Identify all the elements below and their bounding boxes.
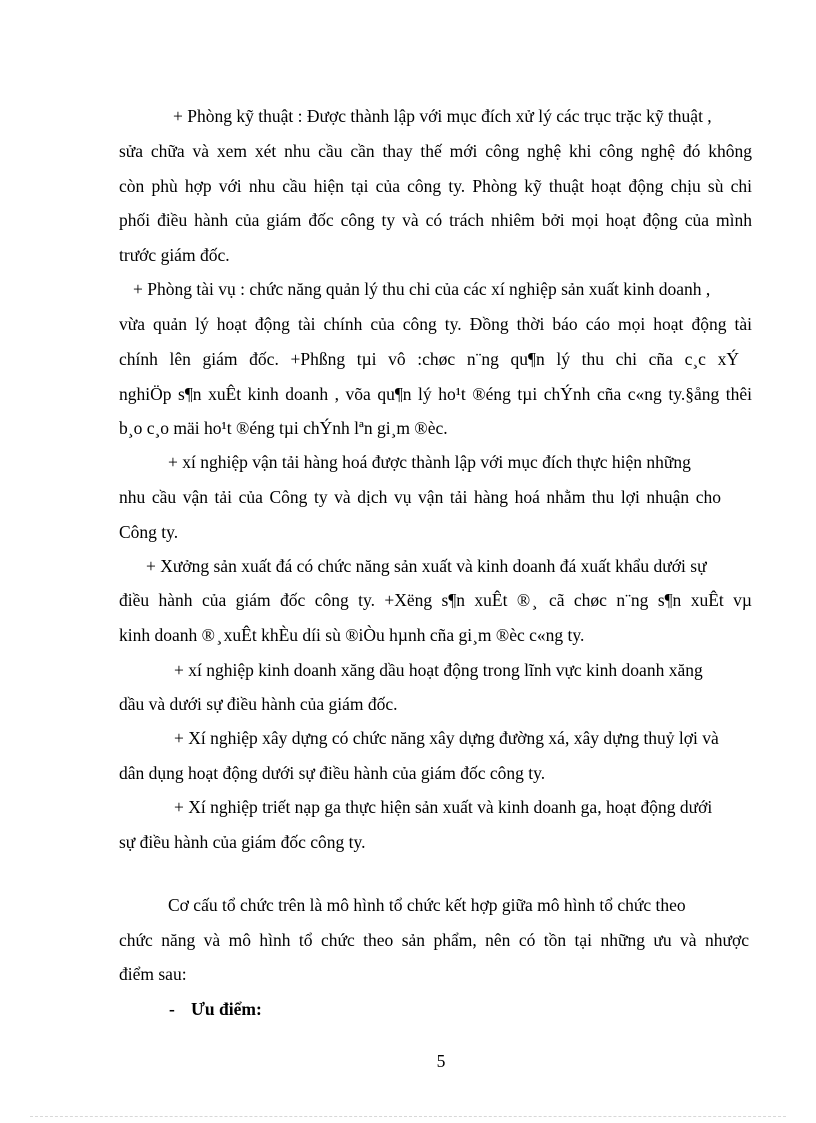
bullet-dash: -: [169, 999, 175, 1019]
text-line: chính lên giám đốc. +Phßng tµi vô :chøc n¨ng qu¶n lý thu chi cña c¸c xÝ: [119, 349, 739, 369]
text-line: b¸o c¸o mäi ho¹t ®éng tµi chÝnh lªn gi¸m ®èc.: [119, 418, 448, 438]
text-line: dầu và dưới sự điều hành của giám đốc.: [119, 694, 398, 714]
text-line: + xí nghiệp vận tải hàng hoá được thành lập với mục đích thực hiện những: [168, 452, 691, 472]
text-line: + Xí nghiệp xây dựng có chức năng xây dựng đường xá, xây dựng thuỷ lợi và: [174, 728, 719, 748]
text-line: + Phòng kỹ thuật : Được thành lập với mục đích xử lý các trục trặc kỹ thuật ,: [173, 106, 712, 126]
text-line: nhu cầu vận tải của Công ty và dịch vụ vận tải hàng hoá nhằm thu lợi nhuận cho: [119, 487, 721, 507]
text-line: trước giám đốc.: [119, 245, 230, 265]
text-line: dân dụng hoạt động dưới sự điều hành của giám đốc công ty.: [119, 763, 546, 783]
text-line: sự điều hành của giám đốc công ty.: [119, 832, 366, 852]
section-heading: Ưu điểm:: [191, 999, 262, 1019]
text-line: điều hành của giám đốc công ty. +Xëng s¶n xuÊt ® ̧ cã chøc n¨ng s¶n xuÊt vµ: [119, 590, 752, 610]
text-line: + Xưởng sản xuất đá có chức năng sản xuất và kinh doanh đá xuất khẩu dưới sự: [146, 556, 707, 576]
text-line: Công ty.: [119, 522, 179, 542]
text-line: sửa chữa và xem xét nhu cầu cần thay thế mới công nghệ khi công nghệ đó không: [119, 141, 752, 161]
page-bottom-rule: [30, 1116, 786, 1117]
text-line: phối điều hành của giám đốc công ty và có trách nhiêm bởi mọi hoạt động của mình: [119, 210, 752, 230]
text-line: + xí nghiệp kinh doanh xăng dầu hoạt động trong lĩnh vực kinh doanh xăng: [174, 660, 703, 680]
text-line: Cơ cấu tổ chức trên là mô hình tổ chức kết hợp giữa mô hình tổ chức theo: [168, 895, 686, 915]
text-line: + Phòng tài vụ : chức năng quản lý thu chi của các xí nghiệp sản xuất kinh doanh ,: [133, 279, 711, 299]
page-number: 5: [436, 1051, 446, 1071]
text-line: điểm sau:: [119, 964, 187, 984]
text-line: vừa quản lý hoạt động tài chính của công ty. Đồng thời báo cáo mọi hoạt động tài: [119, 314, 752, 334]
text-line: còn phù hợp với nhu cầu hiện tại của công ty. Phòng kỹ thuật hoạt động chịu sù chi: [119, 176, 752, 196]
text-line: kinh doanh ® ̧ xuÊt khÈu díi sù ®iÒu hµnh cña gi¸m ®èc c«ng ty.: [119, 625, 585, 645]
text-line: nghiÖp s¶n xuÊt kinh doanh , võa qu¶n lý ho¹t ®éng tµi chÝnh cña c«ng ty.§ång thêi: [119, 384, 752, 404]
text-line: chức năng và mô hình tổ chức theo sản phẩm, nên có tồn tại những ưu và nhược: [119, 930, 749, 950]
text-line: + Xí nghiệp triết nạp ga thực hiện sản xuất và kinh doanh ga, hoạt động dưới: [174, 797, 713, 817]
